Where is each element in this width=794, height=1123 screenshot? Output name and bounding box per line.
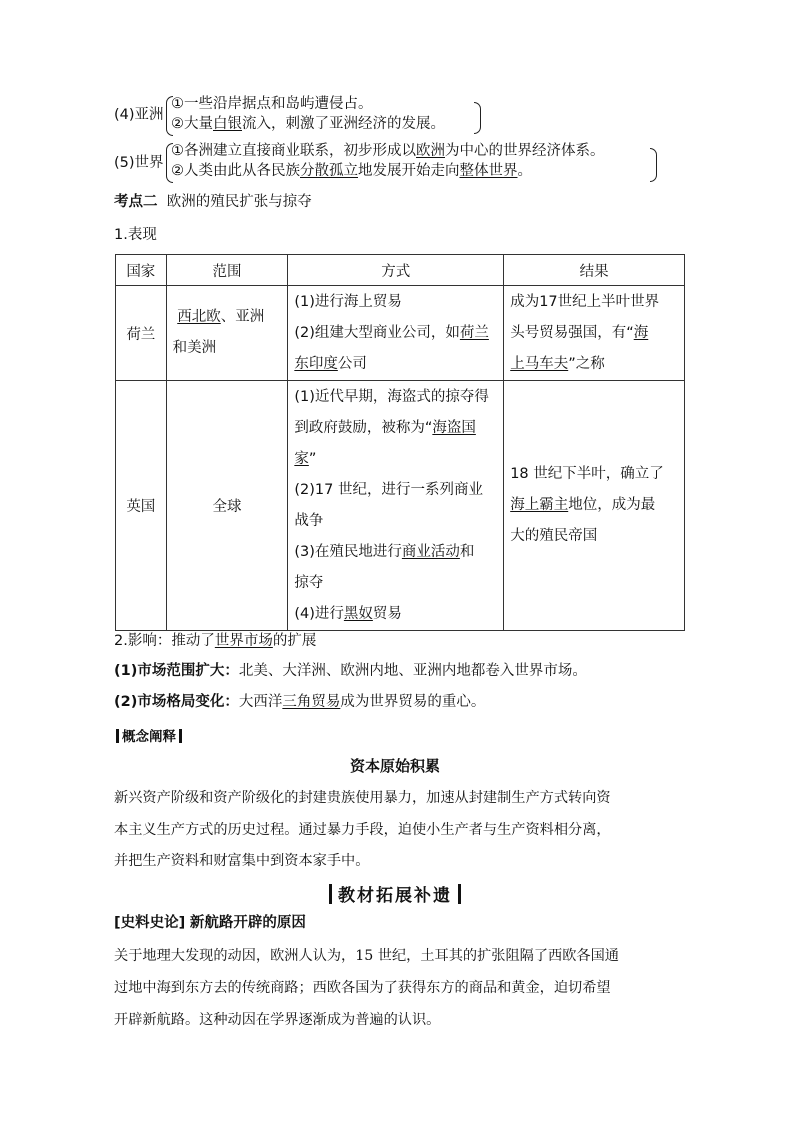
extension-title: 教材拓展补遗	[323, 881, 467, 906]
point2-heading: 考点二 欧洲的殖民扩张与掠夺	[114, 194, 312, 210]
nl-country: 荷兰	[116, 286, 167, 381]
impact-point-2: (2)市场格局变化：大西洋三角贸易成为世界贸易的重心。	[114, 694, 486, 710]
world-label: (5)世界	[114, 155, 164, 171]
uk-result: 18 世纪下半叶，确立了 海上霸主地位，成为最 大的殖民帝国	[504, 381, 685, 631]
nl-scope: 西北欧、亚洲 和美洲	[166, 286, 288, 381]
concept-line-1: 新兴资产阶级和资产阶级化的封建贵族使用暴力，加速从封建制生产方式转向资	[114, 790, 611, 806]
nl-result: 成为17世纪上半叶世界 头号贸易强国，有“海 上马车夫”之称	[504, 286, 685, 381]
concept-line-3: 并把生产资料和财富集中到资本家手中。	[114, 853, 370, 869]
nl-method: (1)进行海上贸易 (2)组建大型商业公司，如荷兰 东印度公司	[288, 286, 504, 381]
table-row-britain	[116, 381, 685, 631]
world-line-1: ①各洲建立直接商业联系，初步形成以欧洲为中心的世界经济体系。	[171, 143, 605, 159]
extension-line-2: 过地中海到东方去的传统商路；西欧各国为了获得东方的商品和黄金，迫切希望	[114, 980, 611, 996]
concept-tag: 概念阐释	[113, 725, 185, 745]
world-brace-right	[650, 148, 657, 182]
uk-method: (1)近代早期，海盗式的掠夺得 到政府鼓励，被称为“海盗国 家” (2)17 世纪，进行一系列商业 战争 (3)在殖民地进行商业活动和 掠夺 (4)进行黑奴贸易	[288, 381, 504, 631]
extension-line-1: 关于地理大发现的动因，欧洲人认为，15 世纪，土耳其的扩张阻隔了西欧各国通	[114, 948, 619, 964]
colonial-table	[115, 254, 685, 631]
uk-scope: 全球	[166, 381, 288, 631]
impact-heading: 2.影响：推动了世界市场的扩展	[114, 633, 317, 649]
header-method: 方式	[288, 255, 504, 286]
uk-country: 英国	[116, 381, 167, 631]
asia-label: (4)亚洲	[114, 107, 164, 123]
world-line-2: ②人类由此从各民族分散孤立地发展开始走向整体世界。	[171, 163, 532, 179]
impact-point-1: (1)市场范围扩大：北美、大洋洲、欧洲内地、亚洲内地都卷入世界市场。	[114, 663, 587, 679]
header-country: 国家	[116, 255, 167, 286]
asia-line-1: ①一些沿岸据点和岛屿遭侵占。	[171, 96, 373, 112]
table-header-row	[116, 255, 685, 286]
table-row-netherlands	[116, 286, 685, 381]
asia-line-2: ②大量白银流入，刺激了亚洲经济的发展。	[171, 116, 445, 132]
header-scope: 范围	[166, 255, 288, 286]
concept-line-2: 本主义生产方式的历史过程。通过暴力手段，迫使小生产者与生产资料相分离，	[114, 822, 611, 838]
concept-title: 资本原始积累	[350, 757, 441, 775]
header-result: 结果	[504, 255, 685, 286]
asia-brace-right	[474, 102, 481, 134]
extension-line-3: 开辟新航路。这种动因在学界逐渐成为普遍的认识。	[114, 1012, 441, 1028]
performance-heading: 1.表现	[114, 227, 157, 243]
extension-heading: [史料史论] 新航路开辟的原因	[114, 915, 306, 931]
